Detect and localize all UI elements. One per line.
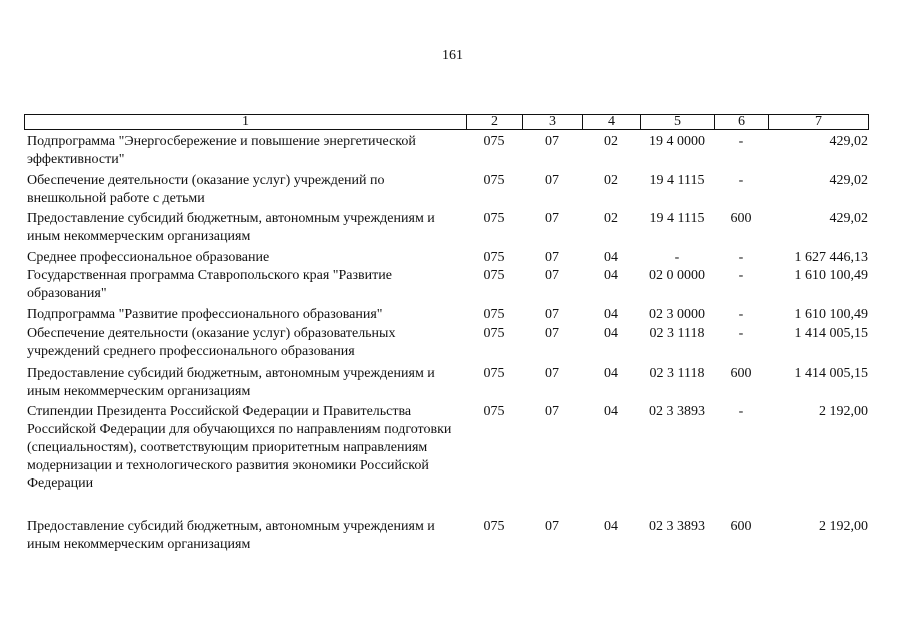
row-expense-type: - <box>738 307 744 322</box>
header-col-2: 2 <box>467 115 523 130</box>
row-section: 07 <box>545 211 559 226</box>
row-amount: 1 610 100,49 <box>794 307 868 322</box>
row-target: 02 3 1118 <box>649 366 705 381</box>
row-amount: 1 627 446,13 <box>794 250 868 265</box>
row-target: 19 4 1115 <box>649 173 705 188</box>
header-col-3: 3 <box>523 115 583 130</box>
row-ministry: 075 <box>483 404 505 419</box>
row-expense-type: - <box>738 173 744 188</box>
row-ministry: 075 <box>483 211 505 226</box>
row-ministry: 075 <box>483 134 505 149</box>
row-subsection: 04 <box>604 519 618 534</box>
row-subsection: 04 <box>604 326 618 341</box>
row-section: 07 <box>545 519 559 534</box>
row-target: 02 3 3893 <box>649 404 705 419</box>
row-section: 07 <box>545 307 559 322</box>
row-ministry: 075 <box>483 250 505 265</box>
header-col-1: 1 <box>25 115 467 130</box>
row-amount: 2 192,00 <box>819 519 868 534</box>
row-ministry: 075 <box>483 326 505 341</box>
row-ministry: 075 <box>483 173 505 188</box>
row-expense-type: 600 <box>730 519 752 534</box>
row-amount: 429,02 <box>829 173 868 188</box>
row-expense-type: - <box>738 326 744 341</box>
row-ministry: 075 <box>483 307 505 322</box>
header-col-6: 6 <box>715 115 769 130</box>
row-subsection: 04 <box>604 268 618 283</box>
row-expense-type: 600 <box>730 366 752 381</box>
row-section: 07 <box>545 173 559 188</box>
row-expense-type: - <box>738 404 744 419</box>
row-ministry: 075 <box>483 519 505 534</box>
row-subsection: 04 <box>604 404 618 419</box>
row-subsection: 04 <box>604 366 618 381</box>
row-amount: 2 192,00 <box>819 404 868 419</box>
row-target: - <box>674 250 680 265</box>
row-target: 02 3 0000 <box>649 307 705 322</box>
row-subsection: 02 <box>604 173 618 188</box>
row-section: 07 <box>545 404 559 419</box>
row-ministry: 075 <box>483 366 505 381</box>
row-target: 19 4 0000 <box>649 134 705 149</box>
row-subsection: 02 <box>604 134 618 149</box>
row-ministry: 075 <box>483 268 505 283</box>
row-target: 02 0 0000 <box>649 268 705 283</box>
row-name: Государственная программа Ставропольского края "Развитие образования" <box>27 268 392 301</box>
page-number: 161 <box>442 48 463 63</box>
row-amount: 429,02 <box>829 134 868 149</box>
row-name: Обеспечение деятельности (оказание услуг) учреждений по внешкольной работе с детьми <box>27 173 385 206</box>
row-name: Предоставление субсидий бюджетным, автономным учреждениям и иным некоммерческим организациям <box>27 366 435 399</box>
row-name: Предоставление субсидий бюджетным, автономным учреждениям и иным некоммерческим организациям <box>27 519 435 552</box>
row-amount: 1 414 005,15 <box>794 366 868 381</box>
row-name: Обеспечение деятельности (оказание услуг) образовательных учреждений среднего профессионального образования <box>27 326 396 359</box>
row-subsection: 04 <box>604 250 618 265</box>
row-name: Среднее профессиональное образование <box>27 250 270 265</box>
header-col-4: 4 <box>583 115 641 130</box>
row-name: Подпрограмма "Развитие профессионального образования" <box>27 307 383 322</box>
row-amount: 429,02 <box>829 211 868 226</box>
row-subsection: 02 <box>604 211 618 226</box>
row-amount: 1 414 005,15 <box>794 326 868 341</box>
row-amount: 1 610 100,49 <box>794 268 868 283</box>
row-section: 07 <box>545 134 559 149</box>
table-header <box>24 114 869 130</box>
row-expense-type: - <box>738 268 744 283</box>
row-section: 07 <box>545 268 559 283</box>
row-subsection: 04 <box>604 307 618 322</box>
row-expense-type: - <box>738 134 744 149</box>
header-col-7: 7 <box>769 115 869 130</box>
row-name: Стипендии Президента Российской Федерации и Правительства Российской Федерации для обучающихся по направлениям подготовки (специальностям), соответствующим приоритетным направлениям модернизации и технологического развития экономики Российской Федерации <box>27 404 452 491</box>
row-expense-type: - <box>738 250 744 265</box>
row-name: Подпрограмма "Энергосбережение и повышение энергетической эффективности" <box>27 134 416 167</box>
row-section: 07 <box>545 250 559 265</box>
row-section: 07 <box>545 326 559 341</box>
row-expense-type: 600 <box>730 211 752 226</box>
row-target: 02 3 1118 <box>649 326 705 341</box>
row-target: 19 4 1115 <box>649 211 705 226</box>
row-target: 02 3 3893 <box>649 519 705 534</box>
row-section: 07 <box>545 366 559 381</box>
header-col-5: 5 <box>641 115 715 130</box>
row-name: Предоставление субсидий бюджетным, автономным учреждениям и иным некоммерческим организациям <box>27 211 435 244</box>
